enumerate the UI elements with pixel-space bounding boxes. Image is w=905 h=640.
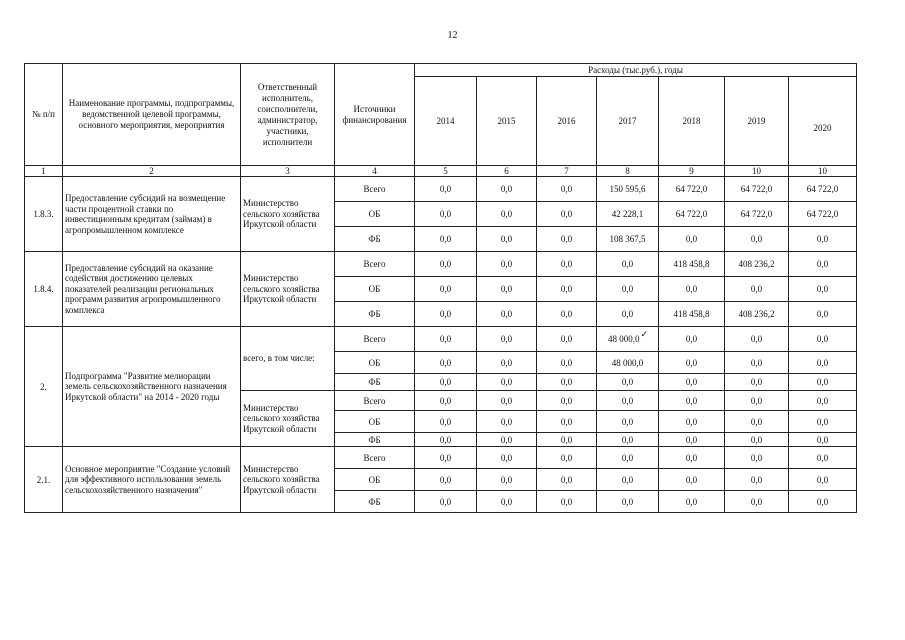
value-cell: 0,0 xyxy=(537,469,597,491)
value-cell: 64 722,0 xyxy=(659,177,725,202)
column-number: 9 xyxy=(659,166,725,177)
value-cell: 0,0 xyxy=(415,352,477,374)
row-name: Основное мероприятие "Создание условий для эффективного использования земель сельскохозяйственного назначения" xyxy=(63,447,241,513)
value-cell: 42 228,1 xyxy=(597,202,659,227)
header-expenses: Расходы (тыс.руб.), годы xyxy=(415,64,857,77)
value-cell: 0,0 xyxy=(537,374,597,391)
value-cell: 0,0 xyxy=(789,411,857,433)
value-cell: 0,0 xyxy=(659,491,725,513)
source-cell: ОБ xyxy=(335,277,415,302)
value-cell: 0,0 xyxy=(477,433,537,447)
source-cell: ОБ xyxy=(335,411,415,433)
value-cell: 0,0 xyxy=(477,202,537,227)
value-cell: 0,0 xyxy=(477,302,537,327)
value-cell: 0,0 xyxy=(537,227,597,252)
column-number: 10 xyxy=(789,166,857,177)
value-cell: 0,0 xyxy=(725,411,789,433)
header-year: 2016 xyxy=(537,77,597,166)
value-cell: 408 236,2 xyxy=(725,252,789,277)
source-cell: Всего xyxy=(335,327,415,352)
value-cell: 64 722,0 xyxy=(789,177,857,202)
value-cell: 0,0 xyxy=(477,491,537,513)
value-cell: 408 236,2 xyxy=(725,302,789,327)
row-id: 1.8.4. xyxy=(25,252,63,327)
value-cell: 0,0 xyxy=(789,391,857,411)
value-cell: 0,0 xyxy=(659,433,725,447)
row-executor: всего, в том числе: xyxy=(241,327,335,391)
value-cell: 0,0 xyxy=(537,302,597,327)
value-cell: 48 000,0 xyxy=(597,352,659,374)
value-cell: 0,0 xyxy=(415,491,477,513)
value-cell: 0,0 xyxy=(659,447,725,469)
source-cell: Всего xyxy=(335,177,415,202)
row-id: 2. xyxy=(25,327,63,447)
value-cell: 0,0 xyxy=(659,352,725,374)
value-cell: 0,0 xyxy=(477,374,537,391)
value-cell: 0,0 xyxy=(789,352,857,374)
source-cell: ФБ xyxy=(335,433,415,447)
row-name: Предоставление субсидий на оказание содействия достижению целевых показателей реализации региональных программ развития агропромышленного комплекса xyxy=(63,252,241,327)
value-cell: 0,0 xyxy=(415,327,477,352)
value-cell: 0,0 xyxy=(477,352,537,374)
value-cell: 0,0 xyxy=(537,177,597,202)
header-year: 2020 xyxy=(789,77,857,166)
value-cell: 0,0 xyxy=(725,277,789,302)
value-cell: 0,0 xyxy=(659,227,725,252)
value-cell: 0,0 xyxy=(725,433,789,447)
value-cell: 0,0 xyxy=(789,327,857,352)
value-cell: 0,0 xyxy=(537,327,597,352)
source-cell: ОБ xyxy=(335,469,415,491)
header-year: 2014 xyxy=(415,77,477,166)
value-cell: 0,0 xyxy=(597,277,659,302)
value-cell: 0,0 xyxy=(789,302,857,327)
header-year: 2018 xyxy=(659,77,725,166)
value-cell: 0,0 xyxy=(789,277,857,302)
value-cell: 0,0 xyxy=(415,227,477,252)
value-cell: 0,0 xyxy=(597,374,659,391)
value-cell: 0,0 xyxy=(477,391,537,411)
value-cell: 0,0 xyxy=(659,391,725,411)
header-year: 2015 xyxy=(477,77,537,166)
header-name: Наименование программы, подпрограммы, ведомственной целевой программы, основного мероприятия, мероприятия xyxy=(63,64,241,166)
source-cell: ФБ xyxy=(335,302,415,327)
column-number: 1 xyxy=(25,166,63,177)
value-cell: 64 722,0 xyxy=(725,202,789,227)
value-cell: 0,0 xyxy=(659,327,725,352)
table-row xyxy=(25,252,857,277)
value-cell: 0,0 xyxy=(477,227,537,252)
row-name: Подпрограмма "Развитие мелиорации земель сельскохозяйственного назначения Иркутской области" на 2014 - 2020 годы xyxy=(63,327,241,447)
column-number: 2 xyxy=(63,166,241,177)
budget-table xyxy=(24,63,857,513)
value-cell: 0,0 xyxy=(477,277,537,302)
value-cell: 0,0 xyxy=(477,252,537,277)
value-cell: 0,0 xyxy=(537,391,597,411)
value-cell: 0,0 xyxy=(597,391,659,411)
value-cell: 0,0 xyxy=(725,227,789,252)
value-cell: 0,0 xyxy=(789,252,857,277)
row-id: 2.1. xyxy=(25,447,63,513)
header-source: Источники финансирования xyxy=(335,64,415,166)
value-cell: 0,0 xyxy=(415,447,477,469)
value-cell: 0,0 xyxy=(725,447,789,469)
value-cell: 0,0 xyxy=(415,302,477,327)
source-cell: ОБ xyxy=(335,202,415,227)
value-cell: 0,0 xyxy=(725,374,789,391)
table-row xyxy=(25,327,857,352)
value-cell: 0,0 xyxy=(477,469,537,491)
value-cell: 0,0 xyxy=(537,447,597,469)
source-cell: Всего xyxy=(335,447,415,469)
column-number: 5 xyxy=(415,166,477,177)
value-cell: 0,0 xyxy=(789,433,857,447)
value-cell: 0,0 xyxy=(725,469,789,491)
value-cell: 0,0 xyxy=(725,327,789,352)
value-cell: 64 722,0 xyxy=(659,202,725,227)
row-id: 1.8.3. xyxy=(25,177,63,252)
value-cell: 0,0 xyxy=(537,352,597,374)
value-cell: 0,0 xyxy=(725,491,789,513)
value-cell: 0,0 xyxy=(789,469,857,491)
value-cell: 0,0 xyxy=(537,252,597,277)
value-cell: 0,0 xyxy=(659,469,725,491)
value-cell: 0,0 xyxy=(415,411,477,433)
column-number: 3 xyxy=(241,166,335,177)
table-row xyxy=(25,447,857,469)
source-cell: Всего xyxy=(335,252,415,277)
value-cell: 0,0 xyxy=(415,277,477,302)
value-cell: 0,0 xyxy=(477,177,537,202)
value-cell: 418 458,8 xyxy=(659,252,725,277)
value-cell: 0,0 xyxy=(659,277,725,302)
value-cell: 0,0 xyxy=(537,411,597,433)
value-cell: 0,0 xyxy=(597,433,659,447)
column-number: 10 xyxy=(725,166,789,177)
value-cell: 64 722,0 xyxy=(789,202,857,227)
value-cell xyxy=(597,327,659,352)
value-cell: 0,0 xyxy=(537,277,597,302)
value-cell: 0,0 xyxy=(537,491,597,513)
value-cell: 0,0 xyxy=(789,227,857,252)
value-cell: 150 595,6 xyxy=(597,177,659,202)
value-cell: 0,0 xyxy=(789,491,857,513)
source-cell: Всего xyxy=(335,391,415,411)
value-cell: 0,0 xyxy=(415,252,477,277)
value-cell: 0,0 xyxy=(597,447,659,469)
value-cell: 0,0 xyxy=(597,302,659,327)
value-cell: 0,0 xyxy=(415,202,477,227)
row-name: Предоставление субсидий на возмещение части процентной ставки по инвестиционным кредитам (займам) в агропромышленном комплексе xyxy=(63,177,241,252)
row-executor: Министерство сельского хозяйства Иркутской области xyxy=(241,447,335,513)
row-executor: Министерство сельского хозяйства Иркутской области xyxy=(241,252,335,327)
column-number: 4 xyxy=(335,166,415,177)
table-row xyxy=(25,177,857,202)
check-mark-icon: ✓ xyxy=(640,328,649,339)
source-cell: ОБ xyxy=(335,352,415,374)
value-cell: 0,0 xyxy=(597,491,659,513)
value-cell: 0,0 xyxy=(725,352,789,374)
value-cell: 418 458,8 xyxy=(659,302,725,327)
value-cell: 0,0 xyxy=(659,374,725,391)
value-cell: 0,0 xyxy=(537,202,597,227)
value-cell: 0,0 xyxy=(597,252,659,277)
header-year: 2019 xyxy=(725,77,789,166)
value-cell: 0,0 xyxy=(537,433,597,447)
value-cell: 0,0 xyxy=(477,411,537,433)
value-cell: 0,0 xyxy=(415,469,477,491)
row-executor: Министерство сельского хозяйства Иркутской области xyxy=(241,391,335,447)
header-id: № п/п xyxy=(25,64,63,166)
header-year: 2017 xyxy=(597,77,659,166)
value-cell: 0,0 xyxy=(477,327,537,352)
value-cell: 0,0 xyxy=(597,411,659,433)
value-cell: 0,0 xyxy=(659,411,725,433)
value-cell: 0,0 xyxy=(415,433,477,447)
source-cell: ФБ xyxy=(335,374,415,391)
value-cell: 0,0 xyxy=(415,374,477,391)
header-executor: Ответственный исполнитель, соисполнители, администратор, участники, исполнители xyxy=(241,64,335,166)
source-cell: ФБ xyxy=(335,227,415,252)
column-number: 7 xyxy=(537,166,597,177)
value-cell: 0,0 xyxy=(789,374,857,391)
value-cell: 108 367,5 xyxy=(597,227,659,252)
row-executor: Министерство сельского хозяйства Иркутской области xyxy=(241,177,335,252)
value-cell: 0,0 xyxy=(597,469,659,491)
value-text: 48 000,0 xyxy=(607,333,640,344)
page-number: 12 xyxy=(447,30,458,41)
value-cell: 64 722,0 xyxy=(725,177,789,202)
column-number: 8 xyxy=(597,166,659,177)
value-cell: 0,0 xyxy=(725,391,789,411)
value-cell: 0,0 xyxy=(415,391,477,411)
value-cell: 0,0 xyxy=(789,447,857,469)
value-cell: 0,0 xyxy=(477,447,537,469)
source-cell: ФБ xyxy=(335,491,415,513)
column-number: 6 xyxy=(477,166,537,177)
value-cell: 0,0 xyxy=(415,177,477,202)
